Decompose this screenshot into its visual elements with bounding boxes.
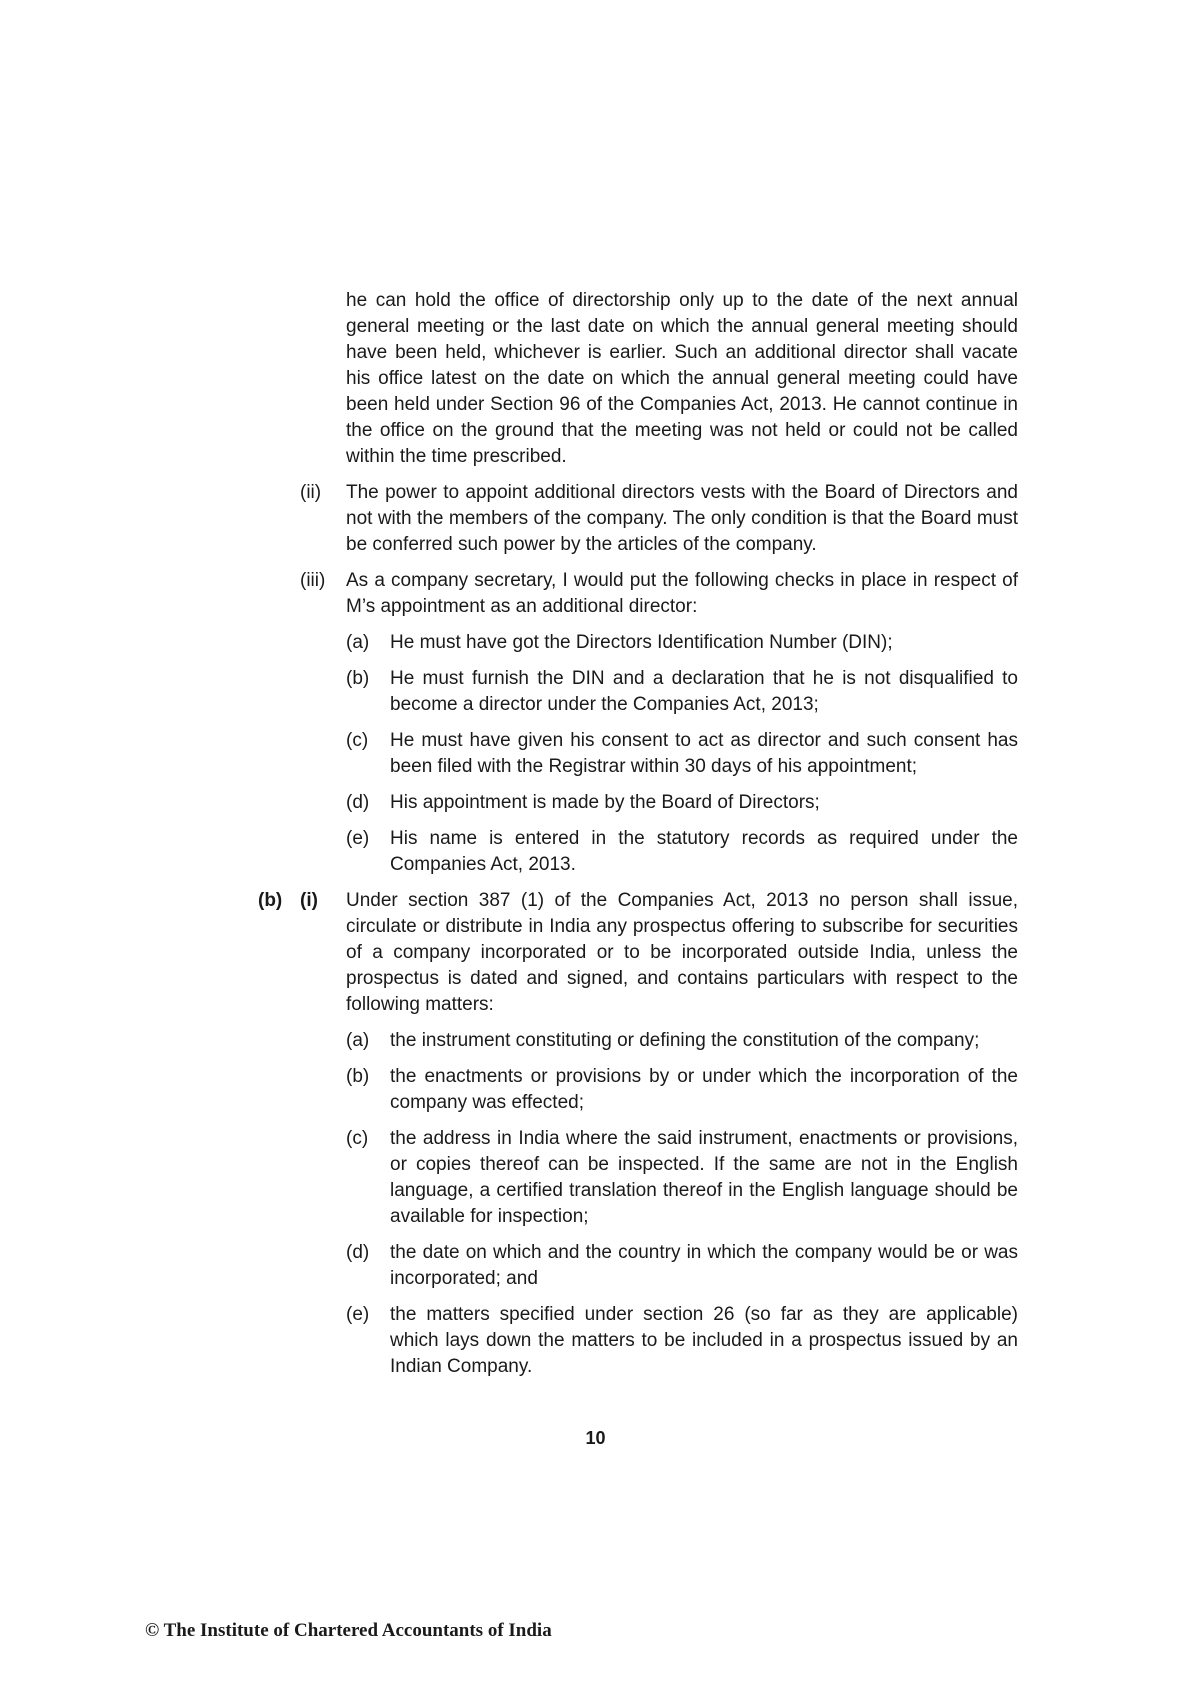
list-item xyxy=(346,826,1018,878)
list-item-label: (d) xyxy=(346,1242,370,1263)
list-item xyxy=(346,728,1018,780)
list-item xyxy=(346,666,1018,718)
list-item-text: His name is entered in the statutory records as required under the Companies Act, 2013. xyxy=(390,828,1018,875)
list-item-text: the enactments or provisions by or under which the incorporation of the company was effected; xyxy=(390,1066,1018,1113)
list-item-label: (e) xyxy=(346,1304,370,1325)
list-item-label: (b) xyxy=(346,668,370,689)
list-item xyxy=(346,1028,1018,1054)
list-item-text: He must furnish the DIN and a declaration that he is not disqualified to become a director under the Companies Act, 2013; xyxy=(390,668,1018,715)
list-item xyxy=(346,790,1018,816)
item-ii-text: The power to appoint additional directors vests with the Board of Directors and not with the members of the company. The only condition is that the Board must be conferred such power by the articles of the company. xyxy=(346,482,1018,555)
footer-copyright: © The Institute of Chartered Accountants of India xyxy=(145,1620,552,1641)
list-item-text: He must have given his consent to act as director and such consent has been filed with the Registrar within 30 days of his appointment; xyxy=(390,730,1018,777)
item-iii-text: As a company secretary, I would put the following checks in place in respect of M’s appointment as an additional director: xyxy=(346,570,1018,617)
list-item xyxy=(346,1064,1018,1116)
list-item xyxy=(346,1126,1018,1230)
item-iii xyxy=(300,568,1018,620)
list-item-text: His appointment is made by the Board of Directors; xyxy=(390,792,820,813)
list-item-label: (e) xyxy=(346,828,370,849)
item-iii-label: (iii) xyxy=(300,570,326,591)
intro-paragraph: he can hold the office of directorship only up to the date of the next annual general meeting or the last date on which the annual general meeting should have been held, whichever is earlier. Such an additional director shall vacate his office latest on the date on which the annual general meeting could have been held under Section 96 of the Companies Act, 2013. He cannot continue in the office on the ground that the meeting was not held or could not be called within the time prescribed. xyxy=(346,290,1018,467)
list-item-label: (d) xyxy=(346,792,370,813)
answer-content xyxy=(258,288,1018,1380)
item-ii-label: (ii) xyxy=(300,482,322,503)
list-item-label: (b) xyxy=(346,1066,370,1087)
list-item-label: (c) xyxy=(346,730,369,751)
list-item-label: (c) xyxy=(346,1128,369,1149)
list-item-label: (a) xyxy=(346,632,370,653)
list-item xyxy=(346,630,1018,656)
list-item-text: the date on which and the country in which the company would be or was incorporated; and xyxy=(390,1242,1018,1289)
list-item-text: He must have got the Directors Identification Number (DIN); xyxy=(390,632,893,653)
list-item-text: the address in India where the said instrument, enactments or provisions, or copies thereof can be inspected. If the same are not in the English language, a certified translation thereof in the English language should be available for inspection; xyxy=(390,1128,1018,1227)
list-item xyxy=(346,1302,1018,1380)
list-item-text: the matters specified under section 26 (so far as they are applicable) which lays down the matters to be included in a prospectus issued by an Indian Company. xyxy=(390,1304,1018,1377)
item-b-label: (b) xyxy=(258,890,283,911)
item-b-i-text: Under section 387 (1) of the Companies Act, 2013 no person shall issue, circulate or distribute in India any prospectus offering to subscribe for securities of a company incorporated or to be incorporated outside India, unless the prospectus is dated and signed, and contains particulars with respect to the following matters: xyxy=(346,890,1018,1015)
item-ii xyxy=(300,480,1018,558)
item-b-i-label: (i) xyxy=(300,890,318,911)
list-item-text: the instrument constituting or defining the constitution of the company; xyxy=(390,1030,980,1051)
page-number: 10 xyxy=(585,1428,606,1448)
list-item-label: (a) xyxy=(346,1030,370,1051)
list-item xyxy=(346,1240,1018,1292)
item-b-i xyxy=(258,888,1018,1018)
